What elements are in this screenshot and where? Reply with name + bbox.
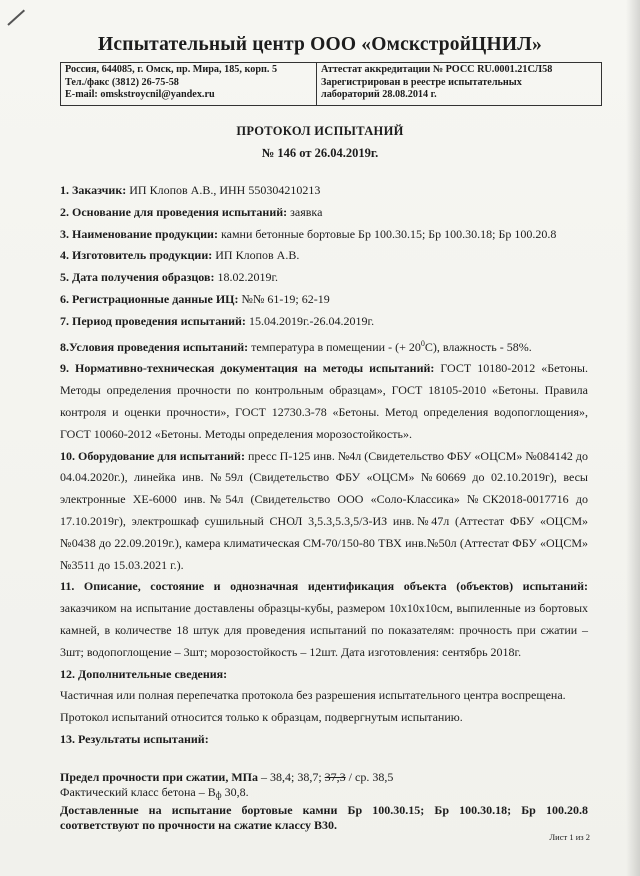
item-receipt-date [60,267,588,289]
strength-label: Предел прочности при сжатии, МПа [60,770,258,784]
sheet-number: Лист 1 из 2 [549,832,590,842]
note-reprint: Частичная или полная перепечатка протокола без разрешения испытательного центра воспрещена. [60,688,566,703]
item-value: заявка [287,204,323,219]
conclusion: Доставленные на испытание бортовые камни Бр 100.30.15; Бр 100.30.18; Бр 100.20.8 соответствуют по прочности на сжатие классу В30. [60,803,588,832]
item-value: ИП Клопов А.В. [212,248,300,263]
scan-mark [7,10,25,26]
item-value-end: С), влажность - 58%. [424,339,532,354]
item-conditions [60,333,588,359]
item-description [60,576,588,663]
item-product [60,224,588,246]
item-label: 4. Изготовитель продукции: [60,248,213,263]
item-value: №№ 61-19; 62-19 [238,291,330,306]
protocol-body [60,180,588,751]
item-registration [60,289,588,311]
item-value: заказчиком на испытание доставлены образцы-кубы, размером 10х10х10см, выпиленные из бортовых камней, в количестве 18 штук для проведения испытаний по показателям: прочность при сжатии – 3шт; водопоглощение – 3шт; морозостойкость – 12шт. Дата изготовления: сентябрь 2018г. [60,601,588,659]
item-label: 11. Описание, состояние и однозначная идентификация объекта (объектов) испытаний: [60,579,588,594]
header-info-table [60,62,602,106]
class-value: 30,8. [221,785,249,799]
item-test-period [60,311,588,333]
results-block [60,770,588,833]
item-label: 3. Наименование продукции: [60,226,218,241]
struck-value: 37,3 [324,770,346,784]
item-value: ГОСТ 10180-2012 «Бетоны. Методы определения прочности по контрольным образцам», ГОСТ 18105-2010 «Бетоны. Правила контроля и оценки прочности», ГОСТ 12730.3-78 «Бетоны. Метод определения водопоглощения», ГОСТ 10060-2012 «Бетоны. Методы определения морозостойкость». [60,361,588,441]
item-value: температура в помещении - (+ 20 [248,339,421,354]
item-label: 6. Регистрационные данные ИЦ: [60,291,239,306]
phone-line: Тел./факс (3812) 26-75-58 [65,76,179,88]
item-label: 10. Оборудование для испытаний: [60,448,245,463]
item-customer [60,180,588,202]
class-label: Фактический класс бетона – В [60,785,216,799]
strength-average: / ср. 38,5 [345,770,394,784]
item-results [60,729,588,751]
item-label: 13. Результаты испытаний: [60,731,209,746]
accreditation-cell [317,63,601,105]
item-label: 9. Нормативно-техническая документация на методы испытаний: [60,361,435,376]
protocol-title: ПРОТОКОЛ ИСПЫТАНИЙ [236,124,404,138]
item-value: пресс П-125 инв. №4л (Свидетельство ФБУ «ОЦСМ» №084142 до 04.04.2020г.), линейка инв. №59л (Свидетельство ФБУ «ОЦСМ» №60669 до 02.10.2019г), весы электронные ХЕ-6000 инв.№54л (Свидетельство ООО «Соло-Классика» №СК2018-0017716 до 17.10.2019г), электрошкаф сушильный СНОЛ 3,5.3,5.3,5/3-ИЗ инв.№47л (Аттестат ФБУ «ОЦСМ» №0438 до 22.09.2019г.), камера климатическая СМ-70/150-80 ТВХ инв.№50л (Аттестат ФБУ «ОЦСМ» №3511 до 15.03.2021 г.). [60,448,588,572]
item-label: 2. Основание для проведения испытаний: [60,204,288,219]
item-label: 7. Период проведения испытаний: [60,313,246,328]
item-label: 8.Условия проведения испытаний: [60,339,249,354]
registry-line: Зарегистрирован в реестре испытательных [321,76,522,88]
item-value: 18.02.2019г. [214,270,279,285]
item-value: камни бетонные бортовые Бр 100.30.15; Бр 100.30.18; Бр 100.20.8 [217,226,557,241]
item-standards [60,358,588,445]
strength-values: – 38,4; 38,7; [258,770,325,784]
email-line: E-mail: omskstroycnil@yandex.ru [65,89,215,101]
accreditation-line: Аттестат аккредитации № РОСС RU.0001.21СЛ58 [321,64,553,75]
address-line: Россия, 644085, г. Омск, пр. Мира, 185, корп. 5 [65,64,278,75]
class-subscript: ф [215,790,222,800]
contact-info-cell [61,63,317,105]
item-label: 12. Дополнительные сведения: [60,666,228,681]
degree-mark: 0 [420,338,425,348]
note-scope: Протокол испытаний относится только к образцам, подвергнутым испытанию. [60,710,463,725]
registry-date-line: лабораторий 28.08.2014 г. [321,89,437,101]
item-label: 1. Заказчик: [60,183,127,197]
organization-title: Испытательный центр ООО «ОмскстройЦНИЛ» [98,34,542,55]
item-value: 15.04.2019г.-26.04.2019г. [245,313,375,328]
protocol-number: № 146 от 26.04.2019г. [261,146,379,160]
item-additional [60,664,588,686]
item-manufacturer [60,245,588,267]
strength-line [60,770,588,785]
item-value: ИП Клопов А.В., ИНН 550304210213 [126,183,321,197]
concrete-class-line [60,785,588,803]
item-equipment [60,446,588,577]
item-basis [60,202,588,224]
item-label: 5. Дата получения образцов: [60,270,215,285]
